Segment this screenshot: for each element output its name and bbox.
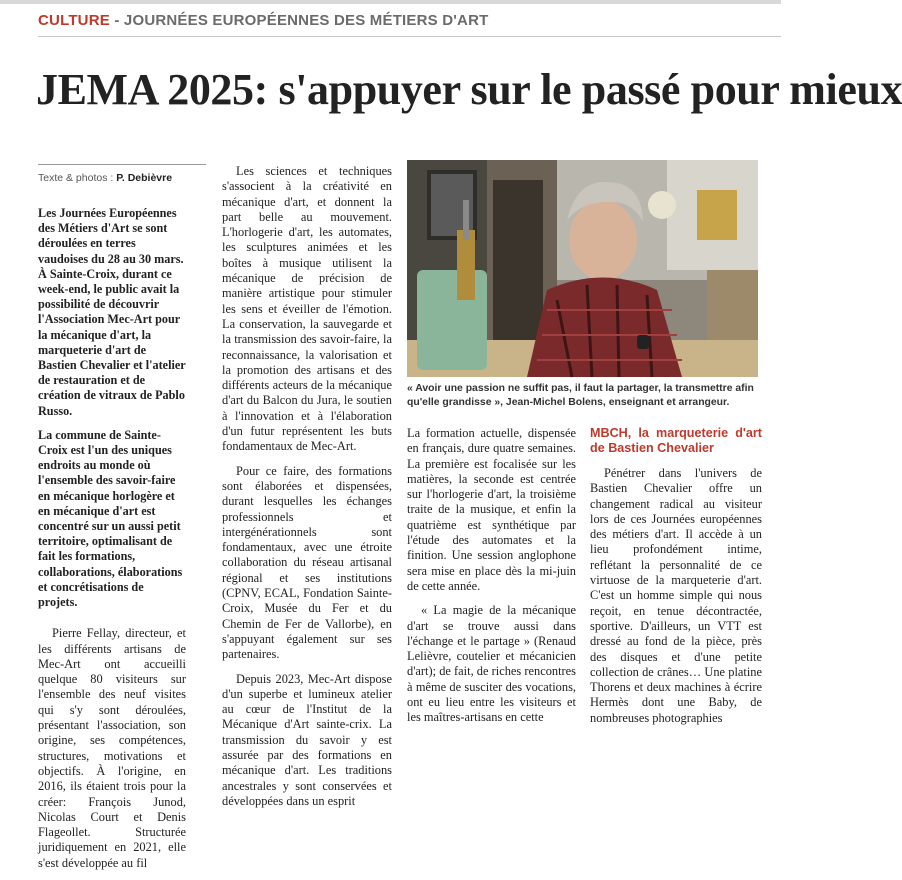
- article-photo: [407, 160, 758, 377]
- credit-author: P. Debièvre: [116, 172, 173, 184]
- lead-paragraph-1: Les Journées Européennes des Métiers d'Art se sont déroulées en terres vaudoises du 28 au 30 mars. À Sainte-Croix, durant ce week-end, le public avait la possibilité de découvrir l'Association Mec-Art pour la mécanique d'art, la marqueterie d'art de Bastien Chevalier et l'atelier de restauration et de création de vitraux de Pablo Russo.: [38, 206, 186, 418]
- col4-paragraph-1: Pénétrer dans l'univers de Bastien Chevalier offre un changement radical au visiteur lors de ces Journées européennes des métiers d'art. Il accède à un lieu profondément intime, reflétant la personnalité de ce virtuose de la marqueterie d'art. C'est un homme simple qui nous reçoit, en tenue décontractée, sportive. D'ailleurs, un VTT est dressé au fond de la pièce, près des disques et d'une petite collection de crânes… Une platine Thorens et deux machines à écrire Hermès dont une Baby, de nombreuses photographies: [590, 466, 762, 725]
- col3-paragraph-1: La formation actuelle, dispensée en français, dure quatre semaines. La première est focalisée sur les matières, la seconde est centrée sur l'horlogerie d'art, la troisième traite de la musique, et enfin la quatrième est synthétique par l'étude des automates et la finition. Une session anglophone sera mise en place dès la mi-juin de cette année.: [407, 426, 576, 593]
- section-category: CULTURE: [38, 12, 110, 29]
- lead-paragraph-2: La commune de Sainte-Croix est l'un des uniques endroits au monde où l'ensemble des savoir-faire en mécanique horlogère et en mécanique d'art est concentré sur un aussi petit territoire, optimalisant de fait les formations, collaborations, élaborations et concrétisations de projets.: [38, 427, 183, 610]
- credit-label: Texte & photos :: [38, 172, 114, 184]
- section-event: JOURNÉES EUROPÉENNES DES MÉTIERS D'ART: [123, 12, 489, 29]
- article-headline: JEMA 2025: s'appuyer sur le passé pour mieux: [36, 65, 902, 114]
- col2-paragraph-3: Depuis 2023, Mec-Art dispose d'un superbe et lumineux atelier au cœur de l'Institut de la Mécanique d'Art sainte-crix. La transmission du savoir y est assurée par des formations en mécanique d'art. Les traditions ancestrales y sont conservées et développées dans un esprit: [222, 671, 392, 808]
- column-3: [407, 426, 576, 735]
- section-separator: -: [114, 12, 120, 29]
- photo-caption: « Avoir une passion ne suffit pas, il faut la partager, la transmettre afin qu'elle grandisse », Jean-Michel Bolens, enseignant et arrangeur.: [407, 383, 754, 408]
- mbch-subhead: MBCH, la marqueterie d'art de Bastien Chevalier: [590, 426, 762, 455]
- section-kicker: [38, 12, 488, 29]
- col3-paragraph-2: « La magie de la mécanique d'art se trouve aussi dans l'échange et le partage » (Renaud Lelièvre, coutelier et mécanicien d'art); de fait, de riches rencontres à même de susciter des vocations, ont eu lieu entre les visiteurs et les maîtres-artisans en cette: [407, 603, 576, 725]
- column-4: [590, 426, 762, 735]
- col2-paragraph-2: Pour ce faire, des formations sont élaborées et dispensées, durant lesquelles les échanges professionnels et intergénérationnels sont fondamentaux, avec une étroite collaboration du réseau artisanal régional et ses institutions (CPNV, ECAL, Fondation Sainte-Croix, Musée du Fer et du Chemin de Fer de Vallorbe), en s'appuyant également sur ses partenaires.: [222, 463, 392, 662]
- article-lead: [38, 206, 186, 610]
- workshop-photo-illustration: [407, 160, 758, 377]
- col2-paragraph-1: Les sciences et techniques s'associent à la créativité en mécanique d'art, et donnent la part belle au mouvement. L'horlogerie d'art, les automates, les sculptures animées et les boîtes à musique utilisent la mécanique de précision de manière artistique pour stimuler les sens et éveiller de l'émotion. La conservation, la sauvegarde et la transmission des savoir-faire, la reconnaissance, la valorisation et la promotion des artisans et des différents acteurs de la mécanique d'art du Balcon du Jura, le soutien à l'innovation et à l'élaboration d'un futur représentent les buts fondamentaux de Mec-Art.: [222, 164, 392, 454]
- top-rule: [0, 0, 781, 4]
- credit-divider: [38, 164, 206, 165]
- kicker-divider: [38, 36, 781, 37]
- col1-paragraph-1: Pierre Fellay, directeur, et les différents artisans de Mec-Art ont accueilli quelque 80 visiteurs sur l'ensemble des neuf visites qui s'y sont déroulées, présentant l'association, son origine, ses compétences, structures, motivations et objectifs. À l'origine, en 2016, ils étaient trois pour la créer: François Junod, Nicolas Court et Denis Flageollet. Structurée juridiquement en 2021, elle s'est développée au fil: [38, 626, 186, 870]
- column-1: [38, 206, 186, 880]
- column-2: [222, 164, 392, 818]
- photo-credit: [38, 172, 172, 184]
